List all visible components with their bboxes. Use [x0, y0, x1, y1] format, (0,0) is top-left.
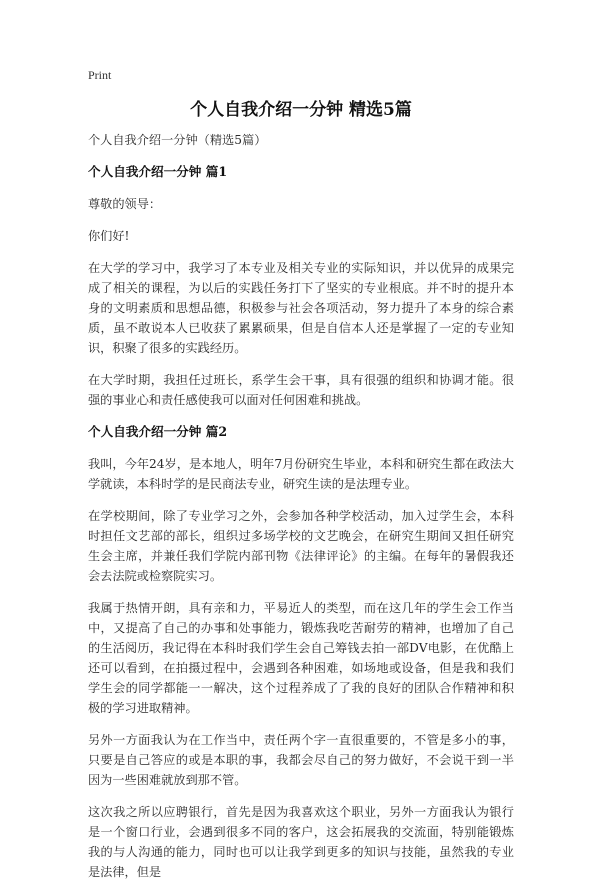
paragraph: 在大学时期，我担任过班长，系学生会干事，具有很强的组织和协调才能。很强的事业心和责任感使我可以面对任何困难和挑战。 — [88, 373, 514, 407]
section-heading-2: 个人自我介绍一分钟 篇2 — [88, 424, 228, 439]
page-title: 个人自我介绍一分钟 精选5篇 — [190, 100, 412, 120]
section-heading-1: 个人自我介绍一分钟 篇1 — [88, 164, 228, 179]
document-body — [88, 130, 514, 894]
document-subtitle: 个人自我介绍一分钟（精选5篇） — [88, 133, 267, 147]
paragraph: 在大学的学习中，我学习了本专业及相关专业的实际知识，并以优异的成果完成了相关的课程，为以后的实践任务打下了坚实的专业根底。并不时的提升本身的文明素质和思想品德，积极参与社会各项活动，努力提升了本身的综合素质，虽不敢说本人已收获了累累硕果，但是自信本人还是掌握了一定的专业知识，积聚了很多的实践经历。 — [88, 261, 514, 355]
paragraph: 尊敬的领导： — [88, 197, 162, 211]
paragraph: 另外一方面我认为在工作当中，责任两个字一直很重要的，不管是多小的事，只要是自己答应的或是本职的事，我都会尽自己的努力做好，不会说干到一半因为一些困难就放到那不管。 — [88, 733, 514, 787]
paragraph: 你们好! — [88, 229, 130, 243]
paragraph: 我叫，今年24岁，是本地人，明年7月份研究生毕业，本科和研究生都在政法大学就读，本科时学的是民商法专业，研究生读的是法理专业。 — [88, 457, 514, 491]
paragraph: 在学校期间，除了专业学习之外，会参加各种学校活动，加入过学生会，本科时担任文艺部的部长，组织过多场学校的文艺晚会，在研究生期间又担任研究生会主席，并兼任我们学院内部刊物《法律评论》的主编。在每年的暑假我还会去法院或检察院实习。 — [88, 509, 514, 583]
paragraph: 我属于热情开朗，具有亲和力，平易近人的类型，而在这几年的学生会工作当中，又提高了自己的办事和处事能力，锻炼我吃苦耐劳的精神，也增加了自己的生活阅历，我记得在本科时我们学生会自己筹钱去拍一部DV电影，在优酷上还可以看到，在拍摄过程中，会遇到各种困难，如场地或设备，但是我和我们学生会的同学都能一一解决，这个过程养成了了我的良好的团队合作精神和积极的学习进取精神。 — [88, 601, 514, 715]
paragraph: 这次我之所以应聘银行，首先是因为我喜欢这个职业，另外一方面我认为银行是一个窗口行业，会遇到很多不同的客户，这会拓展我的交流面，特别能锻炼我的与人沟通的能力，同时也可以让我学到更多的知识与技能，虽然我的专业是法律，但是 — [88, 805, 514, 879]
print-label: Print — [88, 68, 112, 82]
